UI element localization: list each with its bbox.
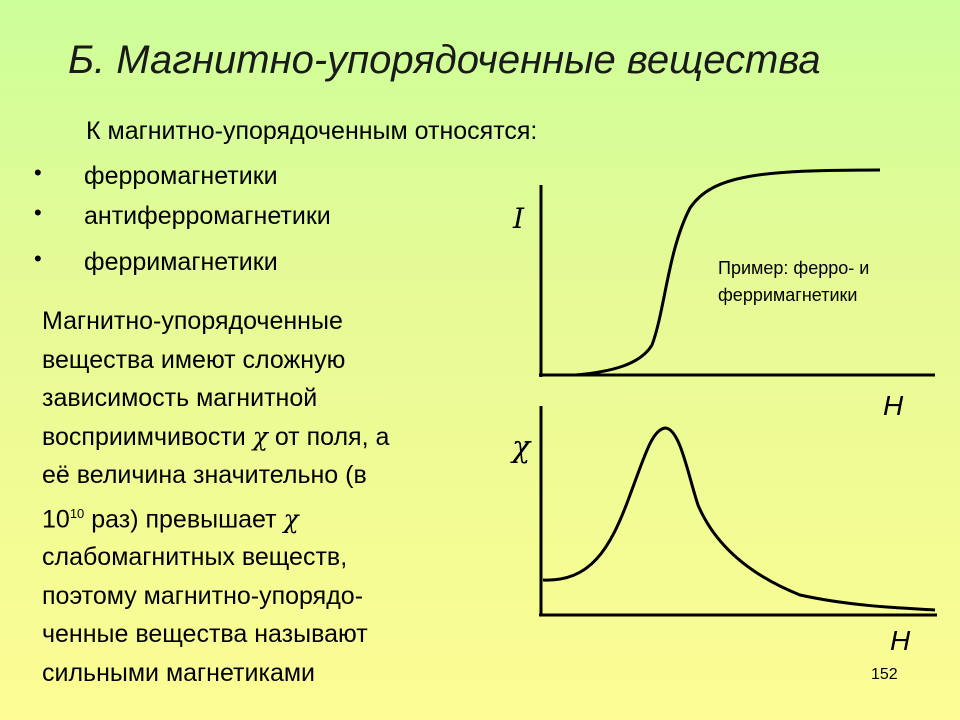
paragraph-text: 10 xyxy=(42,504,70,533)
top-graph-x-label: H xyxy=(883,390,904,421)
bullet-antiferromagnetics: антиферромагнетики xyxy=(84,202,331,230)
chi-symbol: χ xyxy=(283,503,299,533)
bullet-marker: • xyxy=(34,200,42,225)
bullet-marker: • xyxy=(34,246,42,271)
paragraph-line: её величина значительно (в xyxy=(42,461,367,489)
paragraph-text: раз) превышает xyxy=(84,504,284,533)
paragraph-line: зависимость магнитной xyxy=(42,384,318,412)
bullet-ferromagnetics: ферромагнетики xyxy=(84,162,278,190)
paragraph-line: вещества имеют сложную xyxy=(42,345,346,374)
bullet-marker: • xyxy=(34,160,42,185)
bottom-graph-x-label: H xyxy=(890,625,911,656)
chi-symbol: χ xyxy=(252,421,268,451)
example-line: Пример: ферро- и xyxy=(718,258,870,278)
exponent: 10 xyxy=(69,505,85,521)
intro-text: К магнитно-упорядоченным относятся: xyxy=(86,117,538,145)
top-graph-y-label: I xyxy=(513,202,525,235)
paragraph-line: поэтому магнитно-упорядо- xyxy=(42,581,364,610)
page-number: 152 xyxy=(871,666,898,683)
example-note xyxy=(718,255,869,309)
susceptibility-curve xyxy=(543,428,935,610)
bottom-graph-y-label: χ xyxy=(512,430,531,465)
paragraph-line: слабомагнитных веществ, xyxy=(42,543,348,572)
paragraph-line: сильными магнетиками xyxy=(42,658,315,687)
paragraph-text: от поля, а xyxy=(267,422,390,451)
paragraph-line: ченные вещества называют xyxy=(42,620,368,649)
example-line: ферримагнетики xyxy=(718,285,858,305)
bullet-ferrimagnetics: ферримагнетики xyxy=(84,248,278,276)
paragraph-text: восприимчивости xyxy=(42,422,253,451)
paragraph-line: Магнитно-упорядоченные xyxy=(42,307,343,335)
slide-title: Б. Магнитно-упорядоченные вещества xyxy=(68,38,821,82)
